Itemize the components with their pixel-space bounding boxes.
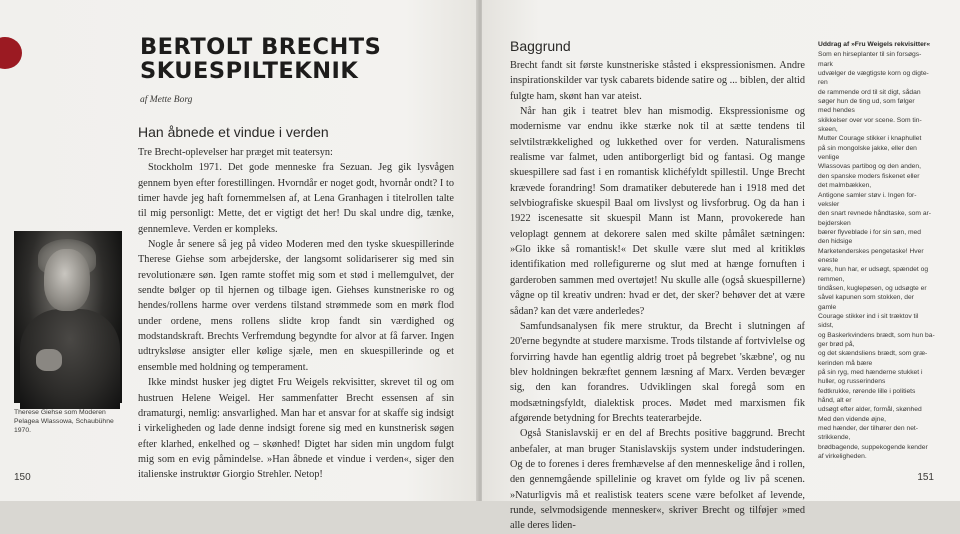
sidebar-line: bærer flyvebladе i for sin søn, med xyxy=(818,228,921,236)
portrait-photo xyxy=(14,231,122,403)
sidebar-line: strikkende, xyxy=(818,434,851,442)
sidebar-line: Marketenderskes pengetaske! Hver xyxy=(818,247,924,255)
sidebar-line: såvel kapunen som stokken, der xyxy=(818,294,914,302)
sidebar-line: og Baskerkvindens brædt, som hun ba- xyxy=(818,331,935,339)
paragraph: Samfundsanalysen fik mere struktur, da Brecht i slutningen af 20'erne begyndte at studere marxisme. Trods tilstande af fortvivlelse og forvirring havde han egentlig aldrig troet på begrebet 'skæbne', og nu blev holdningen bekræftet gennem læsning af Marx. Verden bevæger sig, den kan forandres. Udviklingen skal foregå som en modsætningsfyldt, dialektisk proces. Mødet med marxismen fik afgørende betydning for Brechts teaterarbejde. xyxy=(510,320,805,424)
sidebar-line: brødbagende, suppekogende kender xyxy=(818,443,928,451)
sidebar-line: mark xyxy=(818,60,833,68)
sidebar-line: den snart revnede håndtaske, som ar- xyxy=(818,210,932,218)
sidebar-line: af virkeligheden. xyxy=(818,453,867,461)
sidebar-lines xyxy=(818,50,946,461)
paragraph: Når han gik i teatret blev han mismodig. Ekspressionisme og modernisme var endnu ikke stærke nok til at sætte tendens til selvtilstrækkelighed og lukkethed over for verden. Naturalismens realisme var falmet, uden antiborgerligt bid og fantasi. Og mange skuespillere sad fast i en romantisk klichéfyldt spillestil. Unge Brecht krævede forandring! Som dramatiker debuterede han i 1918 med det selvbiografiske skuespil Baal om livslyst og livsforbrug. Og da han i 1922 iscenesatte sit skuespil Mann ist Mann, provokerede han veloplagt gennem at dekorere salen med skilte påmålet sætningen: »Glo ikke så romantisk!« Det skulle være slut med al kritikløs identifikation med rollefigurerne og slut med at hænge fornuften i garderoben sammen med overtøjet! Nu skulle alle (også skuespillerne) vågne op til kreativ undren: hvad er det, der sker? behøver det at være sådan? kan det være anderledes? xyxy=(510,106,805,317)
sidebar-line: Antigone samler støv i. Ingen for- xyxy=(818,191,917,199)
sidebar-line: Courage stikker ind i sit træktov til xyxy=(818,312,919,320)
sidebar-line: på sin mongolske jakke, eller den xyxy=(818,144,917,152)
sidebar-line: tindåsen, kuglepøsen, og udsøgte er xyxy=(818,284,927,292)
right-page xyxy=(482,0,960,532)
body-text xyxy=(138,145,454,483)
sidebar-line: huller, og russerindens xyxy=(818,378,886,386)
sidebar-line: og det skændsliens brædt, som græ- xyxy=(818,350,928,358)
sidebar-line: den spanske moders fiskenet eller xyxy=(818,172,920,180)
section-heading: Han åbnede et vindue i verden xyxy=(138,124,329,140)
sidebar-line: Wlassovas partibog og den anden, xyxy=(818,163,921,171)
paragraph: Nogle år senere så jeg på video Moderen med den tyske skuespillerinde Therese Giehse som arbejderske, der langsomt solidariserer sig med sin revolutionære søn. Igen ramte stoffet mig som et stød i mellemgulvet, der sendte bølger op til hjernen og tilbage igen. Giehses kunstneriske ro og hendes/rollens harme over verdens tilstand strømmede som en mørk flod under ordene, mens rollens slidte krop fandt sin værdighed og modstandskraft. Brechts Verfremdung begyndte for alvor at få farver. Ingen udtryksløse ansigter eller kølige sjæle, men en skuespillerinde og et ensemble med holdning og temperament. xyxy=(138,239,454,373)
section-heading: Baggrund xyxy=(510,38,571,54)
page-number: 151 xyxy=(917,472,934,483)
sidebar-line: hånd, alt er xyxy=(818,397,852,405)
sidebar-line: udvælger de vægtigste korn og digte- xyxy=(818,70,929,78)
red-tab-marker xyxy=(0,37,22,69)
paragraph: Ikke mindst husker jeg digtet Fru Weigels rekvisitter, skrevet til og om hustruen Helene Weigel. Her sammenfatter Brecht essensen af sin dramaturgi, nemlig: ansvarlighed. Man har et ansvar for at skaffe sig indsigt i virkeligheden og lade denne indsigt forene sig med en kunstnerisk søgen efter klarhed, enkelhed og – skønhed! Digtet har siden min ungdom fulgt mig som en evig påmindelse. »Han åbnede et vindue i verden«, siger den italienske instruktør Giorgio Strehler. Netop! xyxy=(138,377,454,481)
sidebar-line: med hænder, der tilhører den net- xyxy=(818,425,918,433)
sidebar-line: remmen, xyxy=(818,275,845,283)
sidebar-line: det malmbækken, xyxy=(818,182,872,190)
sidebar-line: Som en hirseplanter til sin forsøgs- xyxy=(818,51,922,59)
sidebar-line: bejdersken xyxy=(818,219,851,227)
sidebar-line: sidst, xyxy=(818,322,834,330)
sidebar-line: fedtkrukke, rørende lille i politiets xyxy=(818,387,916,395)
sidebar-line: venlige xyxy=(818,154,840,162)
sidebar-line: kerinden må bære xyxy=(818,359,873,367)
left-page xyxy=(0,0,478,501)
sidebar-line: eneste xyxy=(818,256,839,264)
photo-caption: Therese Giehse som Moderen Pelagea Wlassowa, Schaubühne 1970. xyxy=(14,409,114,434)
poem-sidebar xyxy=(818,40,946,461)
sidebar-line: skeen, xyxy=(818,126,838,134)
body-text xyxy=(510,58,805,534)
sidebar-line: Med den vidende øjne, xyxy=(818,415,887,423)
sidebar-line: de rammende ord til sit digt, sådan xyxy=(818,88,921,96)
paragraph: Brecht fandt sit første kunstneriske ståsted i ekspressionismen. Andre inspirationskilder var tysk cabarets bidende satire og ... biblen, der altid fulgte ham, skønt han var ateist. xyxy=(510,60,805,102)
sidebar-line: ger brød på, xyxy=(818,341,855,348)
title-line-1: BERTOLT BRECHTS xyxy=(140,34,382,60)
page-title xyxy=(140,35,460,83)
paragraph: Stockholm 1971. Det gode menneske fra Sezuan. Jeg gik lysvågen gennem byen efter forestillingen. Hvorndår er noget godt, hvornår ondt? I to timer havde jeg haft fornemmelsen af, at Lena Granhagen i titelrollen talte til mig personligt: Mette, det er vigtigt det her! Du skal undre dig, tænke, gennemleve. Verden er kompleks. xyxy=(138,162,454,235)
sidebar-line: vare, hun har, er udsøgt, spændet og xyxy=(818,266,929,274)
sidebar-line: med hendes xyxy=(818,107,855,115)
sidebar-line: på sin ryg, med hænderne stukket i xyxy=(818,369,923,377)
sidebar-line: skikkelser over vor scene. Som tin- xyxy=(818,116,922,124)
page-number: 150 xyxy=(14,472,31,483)
sidebar-line: udsøgt efter alder, formål, skønhed xyxy=(818,406,922,414)
paragraph: Også Stanislavskij er en del af Brechts positive baggrund. Brecht anbefaler, at man bruger Stanislavskijs system under indstuderingen. Og de to forenes i deres fremhævelse af den menneskelige ånd i rollen, den gennemgående spillelinie og kravet om fylde og liv på scenen. »Naturligvis må et realistisk teaters scene være befolket af levende, runde, selvmodsigende mennesker«, skriver Brecht og tilføjer »med alle deres liden- xyxy=(510,428,805,532)
sidebar-line: søger hun de ting ud, som følger xyxy=(818,98,915,106)
sidebar-line: ren xyxy=(818,79,828,87)
author-byline: af Mette Borg xyxy=(140,95,193,105)
sidebar-line: gamle xyxy=(818,303,837,311)
title-line-2: SKUESPILTEKNIK xyxy=(140,58,359,84)
sidebar-title: Uddrag af »Fru Weigels rekvisitter« xyxy=(818,41,931,48)
sidebar-line: veksler xyxy=(818,200,840,208)
paragraph: Tre Brecht-oplevelser har præget mit teatersyn: xyxy=(138,147,333,158)
sidebar-line: Mutter Courage stikker i knaphullet xyxy=(818,135,922,143)
sidebar-line: den hidsige xyxy=(818,238,853,246)
